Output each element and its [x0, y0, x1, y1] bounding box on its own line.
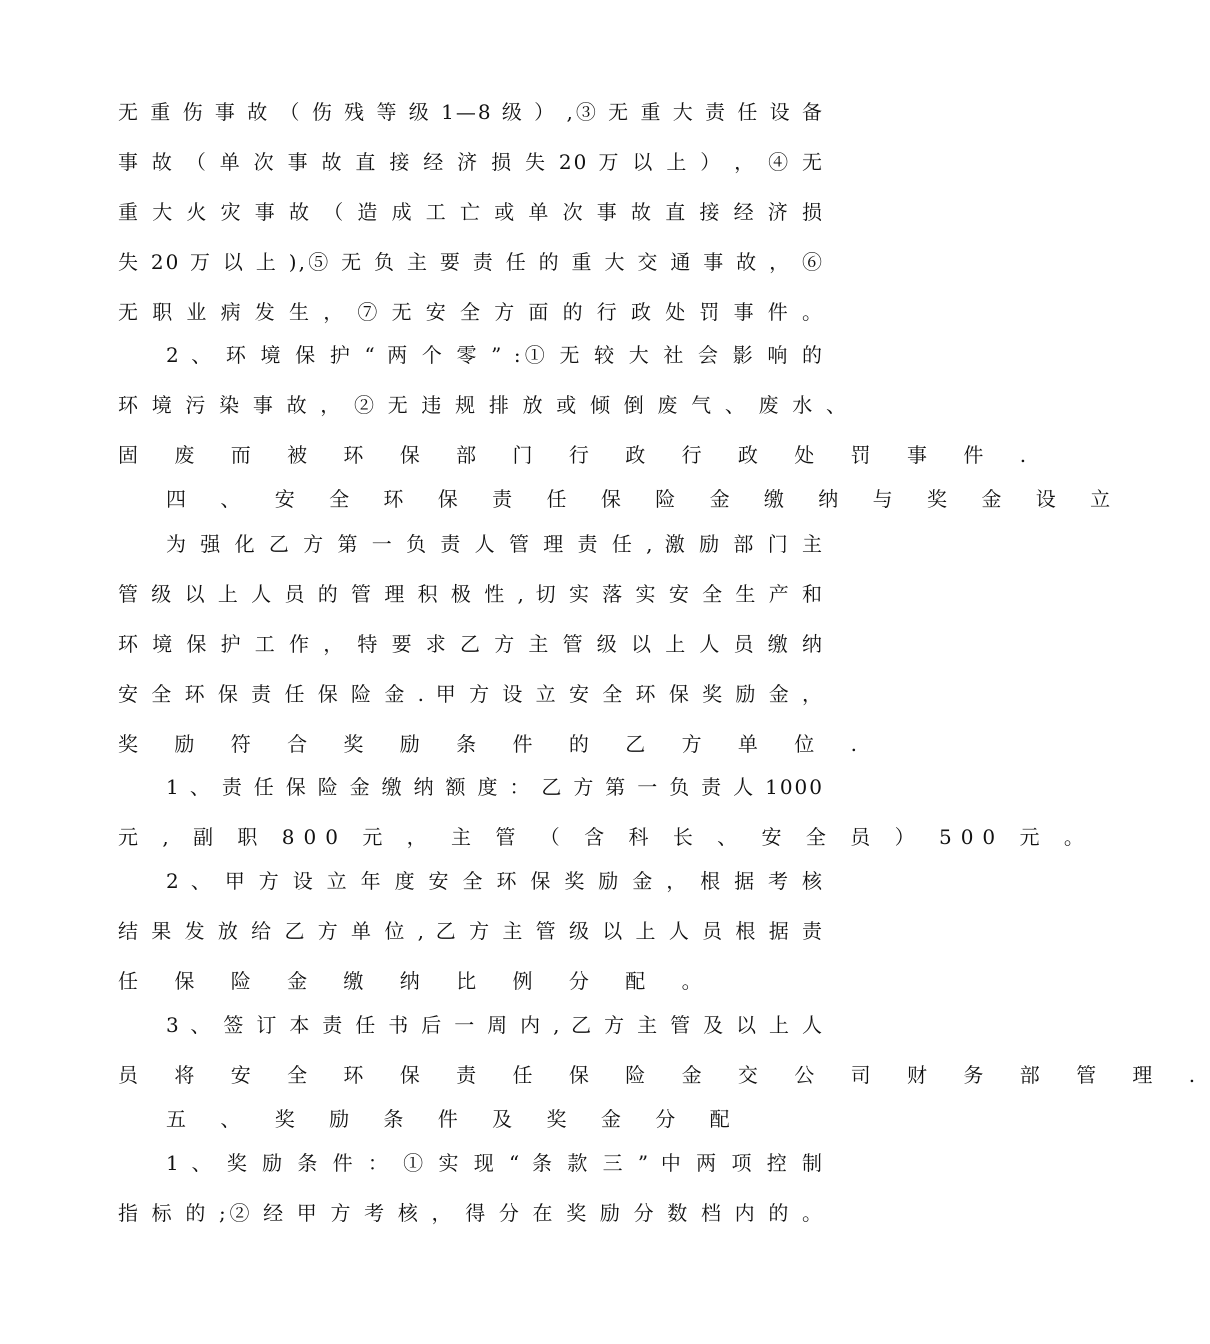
- text-line: 1 、 奖 励 条 件 ： ① 实 现 “ 条 款 三 ” 中 两 项 控 制: [166, 1151, 824, 1175]
- text-line: 1 、 责 任 保 险 金 缴 纳 额 度 ： 乙 方 第 一 负 责 人 1000: [166, 775, 824, 799]
- text-line: 无 重 伤 事 故 （ 伤 残 等 级 1—8 级 ） ,③ 无 重 大 责 任 设 备: [118, 100, 824, 124]
- text-line: 安 全 环 保 责 任 保 险 金 . 甲 方 设 立 安 全 环 保 奖 励 金 ，: [118, 682, 824, 706]
- text-line: 任 保 险 金 缴 纳 比 例 分 配 。: [118, 969, 717, 993]
- text-line: 管 级 以 上 人 员 的 管 理 积 极 性 , 切 实 落 实 安 全 生 产 和: [118, 582, 824, 606]
- text-line: 重 大 火 灾 事 故 （ 造 成 工 亡 或 单 次 事 故 直 接 经 济 损: [118, 200, 824, 224]
- text-line: 员 将 安 全 环 保 责 任 保 险 金 交 公 司 财 务 部 管 理 .: [118, 1063, 1210, 1087]
- text-line: 事 故 （ 单 次 事 故 直 接 经 济 损 失 20 万 以 上 ） ， ④ 无: [118, 150, 824, 174]
- text-line: 元 , 副 职 800 元 ， 主 管 （ 含 科 长 、 安 全 员 ） 500 元 。: [118, 825, 1093, 849]
- text-line: 无 职 业 病 发 生 ， ⑦ 无 安 全 方 面 的 行 政 处 罚 事 件 。: [118, 300, 824, 324]
- text-line: 3 、 签 订 本 责 任 书 后 一 周 内 , 乙 方 主 管 及 以 上 人: [166, 1013, 824, 1037]
- text-line: 结 果 发 放 给 乙 方 单 位 , 乙 方 主 管 级 以 上 人 员 根 据 责: [118, 919, 824, 943]
- text-line: 2 、 环 境 保 护 “ 两 个 零 ” :① 无 较 大 社 会 影 响 的: [166, 343, 824, 367]
- section-heading: 五 、 奖 励 条 件 及 奖 金 分 配: [166, 1107, 744, 1131]
- text-line: 为 强 化 乙 方 第 一 负 责 人 管 理 责 任 , 激 励 部 门 主: [166, 532, 824, 556]
- text-line: 2 、 甲 方 设 立 年 度 安 全 环 保 奖 励 金 ， 根 据 考 核: [166, 869, 824, 893]
- text-line: 奖 励 符 合 奖 励 条 件 的 乙 方 单 位 .: [118, 732, 873, 756]
- section-heading: 四 、 安 全 环 保 责 任 保 险 金 缴 纳 与 奖 金 设 立: [166, 487, 1125, 511]
- text-line: 环 境 保 护 工 作 ， 特 要 求 乙 方 主 管 级 以 上 人 员 缴 纳: [118, 632, 824, 656]
- text-line: 固 废 而 被 环 保 部 门 行 政 行 政 处 罚 事 件 .: [118, 443, 1042, 467]
- text-line: 指 标 的 ;② 经 甲 方 考 核 ， 得 分 在 奖 励 分 数 档 内 的 。: [118, 1201, 824, 1225]
- text-line: 环 境 污 染 事 故 ， ② 无 违 规 排 放 或 倾 倒 废 气 、 废 水 、: [118, 393, 848, 417]
- text-line: 失 20 万 以 上 ),⑤ 无 负 主 要 责 任 的 重 大 交 通 事 故 ， ⑥: [118, 250, 824, 274]
